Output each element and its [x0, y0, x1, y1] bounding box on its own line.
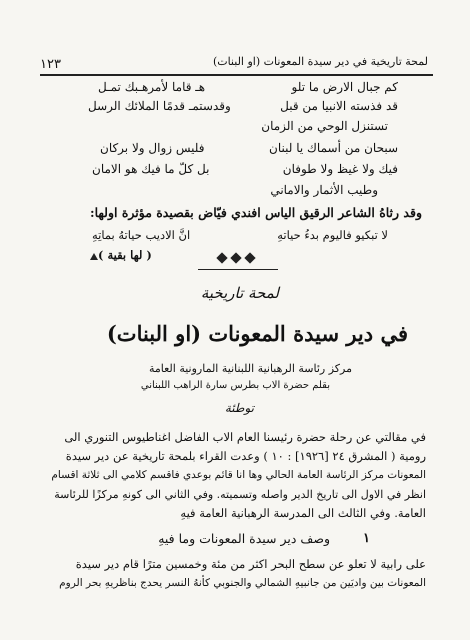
poem-row-4-left: فليس زوال ولا بركان: [100, 141, 205, 155]
section-heading: وصف دير سيدة المعونات وما فيهِ: [158, 531, 330, 546]
eulogy-verse-right: لا تبكيو فاليوم بدءُ حياتهِ: [277, 228, 388, 242]
poem-row-6-right: وطيب الأثمار والاماني: [270, 183, 378, 197]
paragraph-line: على رابية لا تعلو عن سطح البحر اكثر من مئة وخمسين مترًا قام دير سيدة: [75, 557, 426, 571]
continued-marker-icon: [90, 253, 98, 260]
eulogy-intro: وقد رثاهُ الشاعر الرقيق الياس افندي فيّاض بقصيدة مؤثرة اولها:: [89, 205, 422, 220]
poem-row-1-left: هـ قاما لأمرهـبك تمـل: [98, 80, 206, 94]
article-kicker: لمحة تاريخية: [200, 284, 279, 302]
poem-row-5-left: بل كلّ ما فيك هو الامان: [92, 162, 210, 176]
poem-row-3-right: تستنزل الوحي من الزمان: [261, 119, 388, 133]
article-affiliation: مركز رئاسة الرهبانية اللبنانية المارونية العامة: [148, 362, 352, 375]
paragraph-line: رومية ( المشرق ٢٤ [١٩٢٦] : ١٠ ) وعدت القراء بلمحة تاريخية عن دير سيدة: [65, 449, 426, 463]
section-rule: [198, 269, 278, 270]
poem-row-4-right: سبحان من أسماك يا لبنان: [269, 141, 398, 155]
paragraph-line: المعونات مركز الرئاسة العامة الحالي وها انا قائم بوعدي فاقسم كلامي الى ثلاثة اقسام: [51, 469, 426, 481]
page-number: ١٢٣: [40, 57, 61, 72]
poem-row-2-right: قد فذسته الانبيا من قبل: [280, 99, 398, 113]
continued-note: ( لها بقية ): [98, 248, 152, 262]
prelude-heading: توطئة: [224, 401, 254, 415]
paragraph-line: العامة. وفي الثالث الى المدرسة الرهبانية العامة فيهِ: [180, 506, 426, 520]
eulogy-verse-left: انَّ الاديب حياتهُ بماتِهِ: [92, 228, 191, 242]
article-title: في دير سيدة المعونات (او البنات): [106, 321, 408, 346]
paragraph-line: المعونات بين واديَين من جانبيهِ الشمالي والجنوبي كأنهُ النسر يحدج بناظريهِ بحر الروم: [59, 577, 426, 589]
poem-row-5-right: فيك ولا غيظ ولا طوفان: [282, 162, 398, 176]
poem-row-1-right: كم جبال الارض ما تلو: [291, 80, 398, 94]
paragraph-line: انظر في الاول الى تاريخ الدير واصله وتسميته. وفي الثاني الى كونهِ مركزًا للرئاسة: [54, 488, 426, 501]
article-byline: بقلم حضرة الاب بطرس سارة الراهب اللبناني: [140, 380, 330, 391]
header-rule: [40, 74, 433, 76]
section-number: ١: [363, 531, 370, 546]
poem-row-2-left: وقدستمـ قدمًا الملائك الرسل: [88, 99, 231, 113]
running-title: لمحة تاريخية في دير سيدة المعونات (او البنات): [212, 55, 428, 68]
ornament-divider-icon: [215, 247, 259, 259]
paragraph-line: في مقالتي عن رحلة حضرة رئيسنا العام الاب الفاضل اغناطيوس التنوري الى: [64, 430, 426, 444]
